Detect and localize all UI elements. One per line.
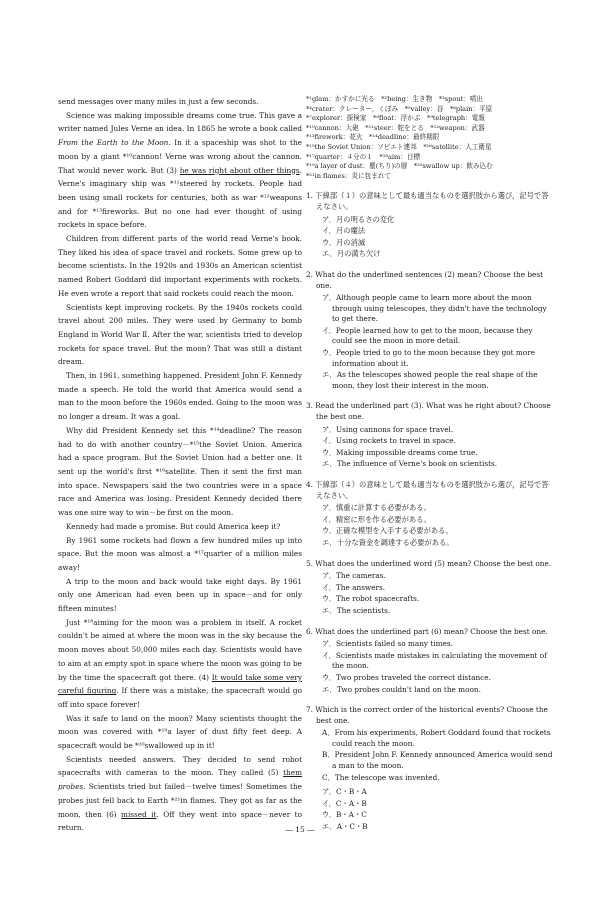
passage-paragraph — [58, 575, 302, 616]
underlined-text: he was right about other things — [179, 165, 300, 175]
glossary-line: *⁴crater：クレーター，くぼみ *⁵valley：谷 *⁶plain：平原 — [306, 104, 493, 113]
answer-choices — [314, 639, 554, 695]
question-stem: 6. What does the underlined part (6) mean? Choose the best one. — [306, 626, 548, 636]
passage-paragraph — [58, 534, 302, 575]
passage-paragraph — [58, 232, 302, 301]
question — [306, 559, 554, 617]
answer-choice: イ．Using rockets to travel in space. — [322, 436, 456, 446]
event-list — [314, 728, 554, 783]
passage-paragraph — [58, 369, 302, 424]
glossary-line: *¹glam：かすかに光る *²being：生き物 *³spout：噴出 — [306, 95, 484, 103]
underlined-text: them — [283, 768, 302, 778]
answer-choice: ウ．B・A・C — [322, 810, 367, 820]
glossary-line: *¹⁵the Soviet Union：ソビエト連邦 *¹⁶satellite：人工衛星 — [306, 142, 492, 151]
glossary-line: *¹⁰cannon：大砲 *¹¹steer：舵をとる *¹²weapon：武器 — [306, 123, 485, 132]
question-stem: 2. What do the underlined sentences (2) mean? Choose the best one. — [306, 269, 544, 290]
passage-text: . Scientists tried but failed－twelve times! Sometimes the probes just fell back to Earth *²¹in flames. They got as far as the moon, then (6) — [58, 782, 302, 819]
answer-choice: ウ．Making impossible dreams come true. — [322, 447, 478, 457]
passage-paragraph — [58, 424, 302, 520]
answer-choice: ア．Using cannons for space travel. — [322, 424, 454, 434]
answer-choices — [314, 503, 554, 548]
answer-choice: エ．The scientists. — [322, 605, 391, 615]
italic-text: probes — [58, 782, 84, 792]
answer-choice: イ．The answers. — [322, 582, 386, 592]
passage-text: send messages over many miles in just a few seconds. — [58, 97, 259, 106]
question-stem: 3. Read the underlined part (3). What was he right about? Choose the best one. — [306, 401, 551, 422]
italic-text: From the Earth to the Moon — [58, 138, 169, 148]
answer-choice: ア．C・B・A — [322, 787, 367, 797]
answer-choice: ウ．月の消滅 — [322, 237, 366, 247]
passage-text: Just *¹⁸aiming for the moon was a problem in itself. A rocket couldn't be aimed at where the moon was in the sky because the moon moves about 50,000 miles each day. Scientists would have to aim at an empty spot in space where the moon was going to be by the time the spacecraft got there. (4) — [58, 617, 302, 682]
question — [306, 191, 554, 260]
answer-choices — [314, 571, 554, 616]
passage-column — [58, 95, 302, 835]
question-list — [306, 191, 554, 832]
passage-paragraph — [58, 301, 302, 370]
answer-choice: ア．Although people came to learn more about the moon through using telescopes, they didn't have the technology to get there. — [322, 293, 547, 324]
answer-choice: イ．精密に形を作る必要がある。 — [322, 514, 431, 524]
passage-text: . Verne's imaginary ship was *¹¹steered by rockets. People had been using small rockets for centuries, both as war *¹²weapons and for *¹³fireworks. But no one had ever thought of using rockets in space before. — [58, 165, 302, 230]
glossary-line: *¹⁷quarter：４分の１ *¹⁸aim：目標 — [306, 152, 421, 161]
question-stem: 5. What does the underlined word (5) mean? Choose the best one. — [306, 558, 552, 568]
answer-choice: イ．Scientists made mistakes in calculating the movement of the moon. — [322, 650, 547, 671]
underlined-text: missed it — [121, 809, 157, 819]
glossary-line: *²¹in flames：炎に包まれて — [306, 171, 392, 180]
question — [306, 270, 554, 392]
answer-choices — [314, 425, 554, 470]
page-number: ― 15 ― — [285, 825, 315, 834]
answer-choice: ア．Scientists failed so many times. — [322, 639, 453, 649]
question — [306, 480, 554, 549]
answer-choice: ア．The cameras. — [322, 571, 386, 581]
passage-text: Then, in 1961, something happened. President John F. Kennedy made a speech. He told the world that America would send a man to the moon before the 1960s ended. Going to the moon was no longer a dream. It was a goal. — [58, 371, 302, 422]
event-item: A．From his experiments, Robert Goddard found that rockets could reach the moon. — [322, 728, 551, 748]
question-stem: 1. 下線部（１）の意味として最も適当なものを選択肢から選び，記号で答えなさい。 — [306, 191, 549, 211]
answer-choices — [314, 215, 554, 260]
passage-text: By 1961 some rockets had flown a few hundred miles up into space. But the moon was almost a *¹⁷quarter of a million miles away! — [58, 535, 302, 572]
passage-text: Was it safe to land on the moon? Many scientists thought the moon was covered with *¹⁹a layer of dust fifty feet deep. A spacecraft would be *²⁰swallowed up in it! — [58, 713, 302, 751]
answer-choice: ウ．Two probes traveled the correct distance. — [322, 672, 491, 682]
answer-choice: イ．月の魔法 — [322, 226, 366, 236]
answer-choice: エ．Two probes couldn't land on the moon. — [322, 684, 481, 694]
question-stem: 7. Which is the correct order of the historical events? Choose the best one. — [306, 705, 548, 725]
passage-text: Scientists needed answers. They decided to send robot spacecrafts with cameras to the moon. They called (5) — [58, 754, 302, 778]
glossary-line: *¹⁹a layer of dust：塵(ちり)の層 *²⁰swallow up：飲み込む — [306, 162, 493, 171]
answer-choice: ア．慎重に計算する必要がある。 — [322, 503, 431, 513]
answer-choice: エ．The influence of Verne's book on scientists. — [322, 459, 498, 469]
passage-text: . If there was a mistake, the spacecraft would go off into space forever! — [58, 686, 302, 709]
answer-choice: エ．A・C・B — [322, 822, 368, 832]
answer-choice: イ．C・A・B — [322, 798, 367, 808]
passage-paragraph — [58, 616, 302, 712]
answer-choice: ウ．People tried to go to the moon because they got more information about it. — [322, 348, 536, 368]
passage-paragraph — [58, 95, 302, 109]
questions-column — [306, 95, 554, 843]
answer-choice: エ．月の満ち欠け — [322, 249, 381, 259]
answer-choices — [314, 293, 554, 391]
passage-paragraph — [58, 712, 302, 753]
glossary-line: *¹³firework：花火 *¹⁴deadline：最終期限 — [306, 133, 440, 142]
answer-choice: エ．十分な資金を調達する必要がある。 — [322, 537, 454, 547]
question — [306, 401, 554, 470]
underlined-text: It would take some very careful figuring — [58, 672, 302, 696]
event-item: C．The telescope was invented. — [322, 772, 440, 782]
answer-choice: ア．月の明るさの変化 — [322, 214, 395, 224]
passage-paragraph — [58, 753, 302, 835]
passage-text: Scientists kept improving rockets. By the 1940s rockets could travel about 200 miles. They were used by Germany to bomb England in World War Ⅱ. After the war, scientists tried to develop rockets for space travel. But the moon? That was still a distant dream. — [58, 302, 302, 367]
glossary-line: *⁷explorer：探検家 *⁸float：浮かぶ *⁹telegraph：電報 — [306, 114, 485, 123]
passage-text: A trip to the moon and back would take eight days. By 1961 only one American had even been up in space－and for only fifteen minutes! — [58, 576, 302, 614]
passage-text: . Off they went into space－never to return. — [58, 809, 303, 833]
event-item: B．President John F. Kennedy announced America would send a man to the moon. — [322, 750, 553, 771]
question — [306, 627, 554, 696]
question-stem: 4. 下線部（４）の意味として最も適当なものを選択肢から選び，記号で答えなさい。 — [306, 480, 549, 500]
passage-text: . In it a spaceship was shot to the moon by a giant *¹⁰cannon! Verne was wrong about the cannon. That would never work. But (3) — [58, 138, 302, 175]
question — [306, 705, 554, 833]
glossary — [306, 95, 554, 181]
passage-paragraph — [58, 109, 302, 232]
answer-choice: エ．As the telescopes showed people the real shape of the moon, they lost their interest in the moon. — [322, 370, 538, 390]
answer-choice: イ．People learned how to get to the moon, because they could see the moon in more detail. — [322, 325, 533, 346]
passage-text: Science was making impossible dreams come true. This gave a writer named Jules Verne an idea. In 1865 he wrote a book called — [58, 110, 302, 134]
answer-choice: ウ．正確な模型を入手する必要がある。 — [322, 526, 453, 536]
passage-paragraph — [58, 520, 302, 534]
passage-text: Children from different parts of the world read Verne's book. They liked his idea of space travel and rockets. Some grew up to become scientists. In the 1920s and 1930s an American scientist named Robert Goddard did important experiments with rockets. He even wrote a report that said rockets could reach the moon. — [58, 234, 302, 298]
passage-text: Kennedy had made a promise. But could America keep it? — [66, 521, 281, 531]
answer-choice: ウ．The robot spacecrafts. — [322, 594, 420, 604]
passage-text: Why did President Kennedy set this *¹⁴deadline? The reason had to do with another country－*¹⁵the Soviet Union. America had a space program. But the Soviet Union had a better one. It sent up the world's first *¹⁶satellite. Then it sent the first man into space. Newspapers said the two countries were in a space race and America was losing. President Kennedy decided there was one sure way to win－be first on the moon. — [58, 425, 302, 518]
